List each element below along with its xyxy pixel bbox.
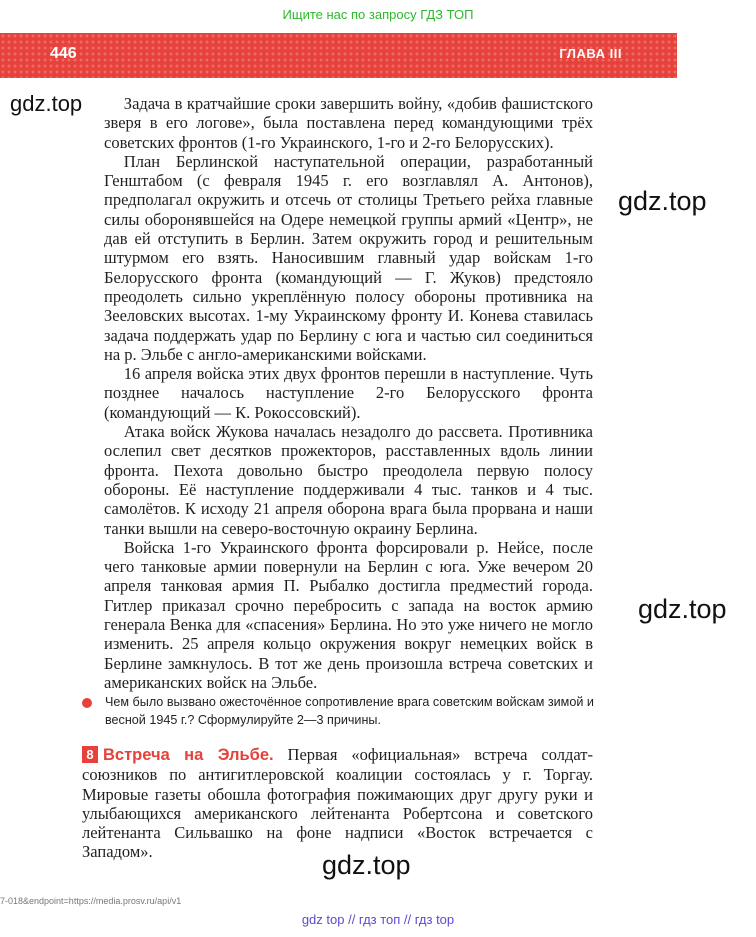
watermark: gdz.top bbox=[638, 594, 727, 624]
url-fragment: 7-018&endpoint=https://media.prosv.ru/api/v1 bbox=[0, 896, 182, 906]
watermark: gdz.top bbox=[618, 186, 707, 216]
section-text: Первая «официальная» встреча солдат-союзников по антигитлеровской коалиции состоялась у г. Торгау. Мировые газеты обошла фотография пожимающих друг другу руки и улыбающихся американского лейтенанта Робертсона и советского лейтенанта Сильвашко на фоне надписи «Восток встречается с Западом». bbox=[82, 745, 593, 862]
paragraph: План Берлинской наступательной операции, разработанный Генштабом (с февраля 1945 г. его возглавлял А. Антонов), предполагал окружить и отсечь от столицы Третьего рейха главные силы оборонявшейся на Одере немецкой группы армий «Центр», не дав ей отступить в Берлин. Затем окружить город и решительным штурмом его взять. Наносившим главный удар войскам 1-го Белорусского фронта (командующий — Г. Жуков) предстояло преодолеть сильно укреплённую полосу обороны противника на Зееловских высотах. 1-му Украинскому фронту И. Конева ставилась задача поддержать удар по Берлину с юга и частью сил соединиться на р. Эльбе с англо-американскими войсками. bbox=[104, 151, 593, 364]
watermark: gdz.top bbox=[322, 850, 411, 880]
paragraph: 16 апреля войска этих двух фронтов перешли в наступление. Чуть позднее началось наступление 2-го Белорусского фронта (командующий — К. Рокоссовский). bbox=[104, 364, 593, 422]
question-text: Чем было вызвано ожесточённое сопротивление врага советским войскам зимой и весной 1945 г.? Сформулируйте 2—3 причины. bbox=[105, 695, 594, 727]
paragraph: Войска 1-го Украинского фронта форсировали р. Нейсе, после чего танковые армии повернули на Берлин с юга. Уже вечером 20 апреля танковая армия П. Рыбалко достигла предместий города. Гитлер приказал срочно перебросить с запада на восток армию генерала Венка для «спасения» Берлина. Но это уже ничего не могло изменить. 25 апреля кольцо окружения вокруг немецких войск в Берлине замкнулось. В тот же день произошла встреча советских и американских войск на Эльбе. bbox=[104, 537, 593, 692]
section-number-badge: 8 bbox=[82, 746, 98, 763]
promo-note: Ищите нас по запросу ГДЗ ТОП bbox=[282, 7, 474, 22]
chapter-title: ГЛАВА III bbox=[559, 46, 622, 61]
main-text bbox=[104, 94, 593, 692]
review-question bbox=[82, 693, 607, 729]
section-8 bbox=[82, 745, 593, 862]
bullet-dot-icon bbox=[82, 698, 92, 708]
page-number: 446 bbox=[50, 45, 77, 62]
bottom-links[interactable]: gdz top // гдз топ // гдз top bbox=[301, 912, 455, 927]
paragraph: Задача в кратчайшие сроки завершить войну, «добив фашистского зверя в его логове», была поставлена перед командующими трёх советских фронтов (1-го Украинского, 1-го и 2-го Белорусских). bbox=[104, 94, 593, 152]
paragraph: Атака войск Жукова началась незадолго до рассвета. Противника ослепил свет десятков прожекторов, расставленных вдоль линии фронта. Пехота довольно быстро преодолела первую полосу обороны. Её наступление поддерживали 4 тыс. танков и 4 тыс. самолётов. К исходу 21 апреля оборона врага была прорвана и наши танки вышли на северо-восточную окраину Берлина. bbox=[104, 422, 593, 538]
watermark: gdz.top bbox=[10, 91, 83, 116]
section-title: Встреча на Эльбе. bbox=[103, 746, 274, 764]
section-paragraph bbox=[82, 745, 593, 862]
page-header bbox=[0, 33, 677, 78]
